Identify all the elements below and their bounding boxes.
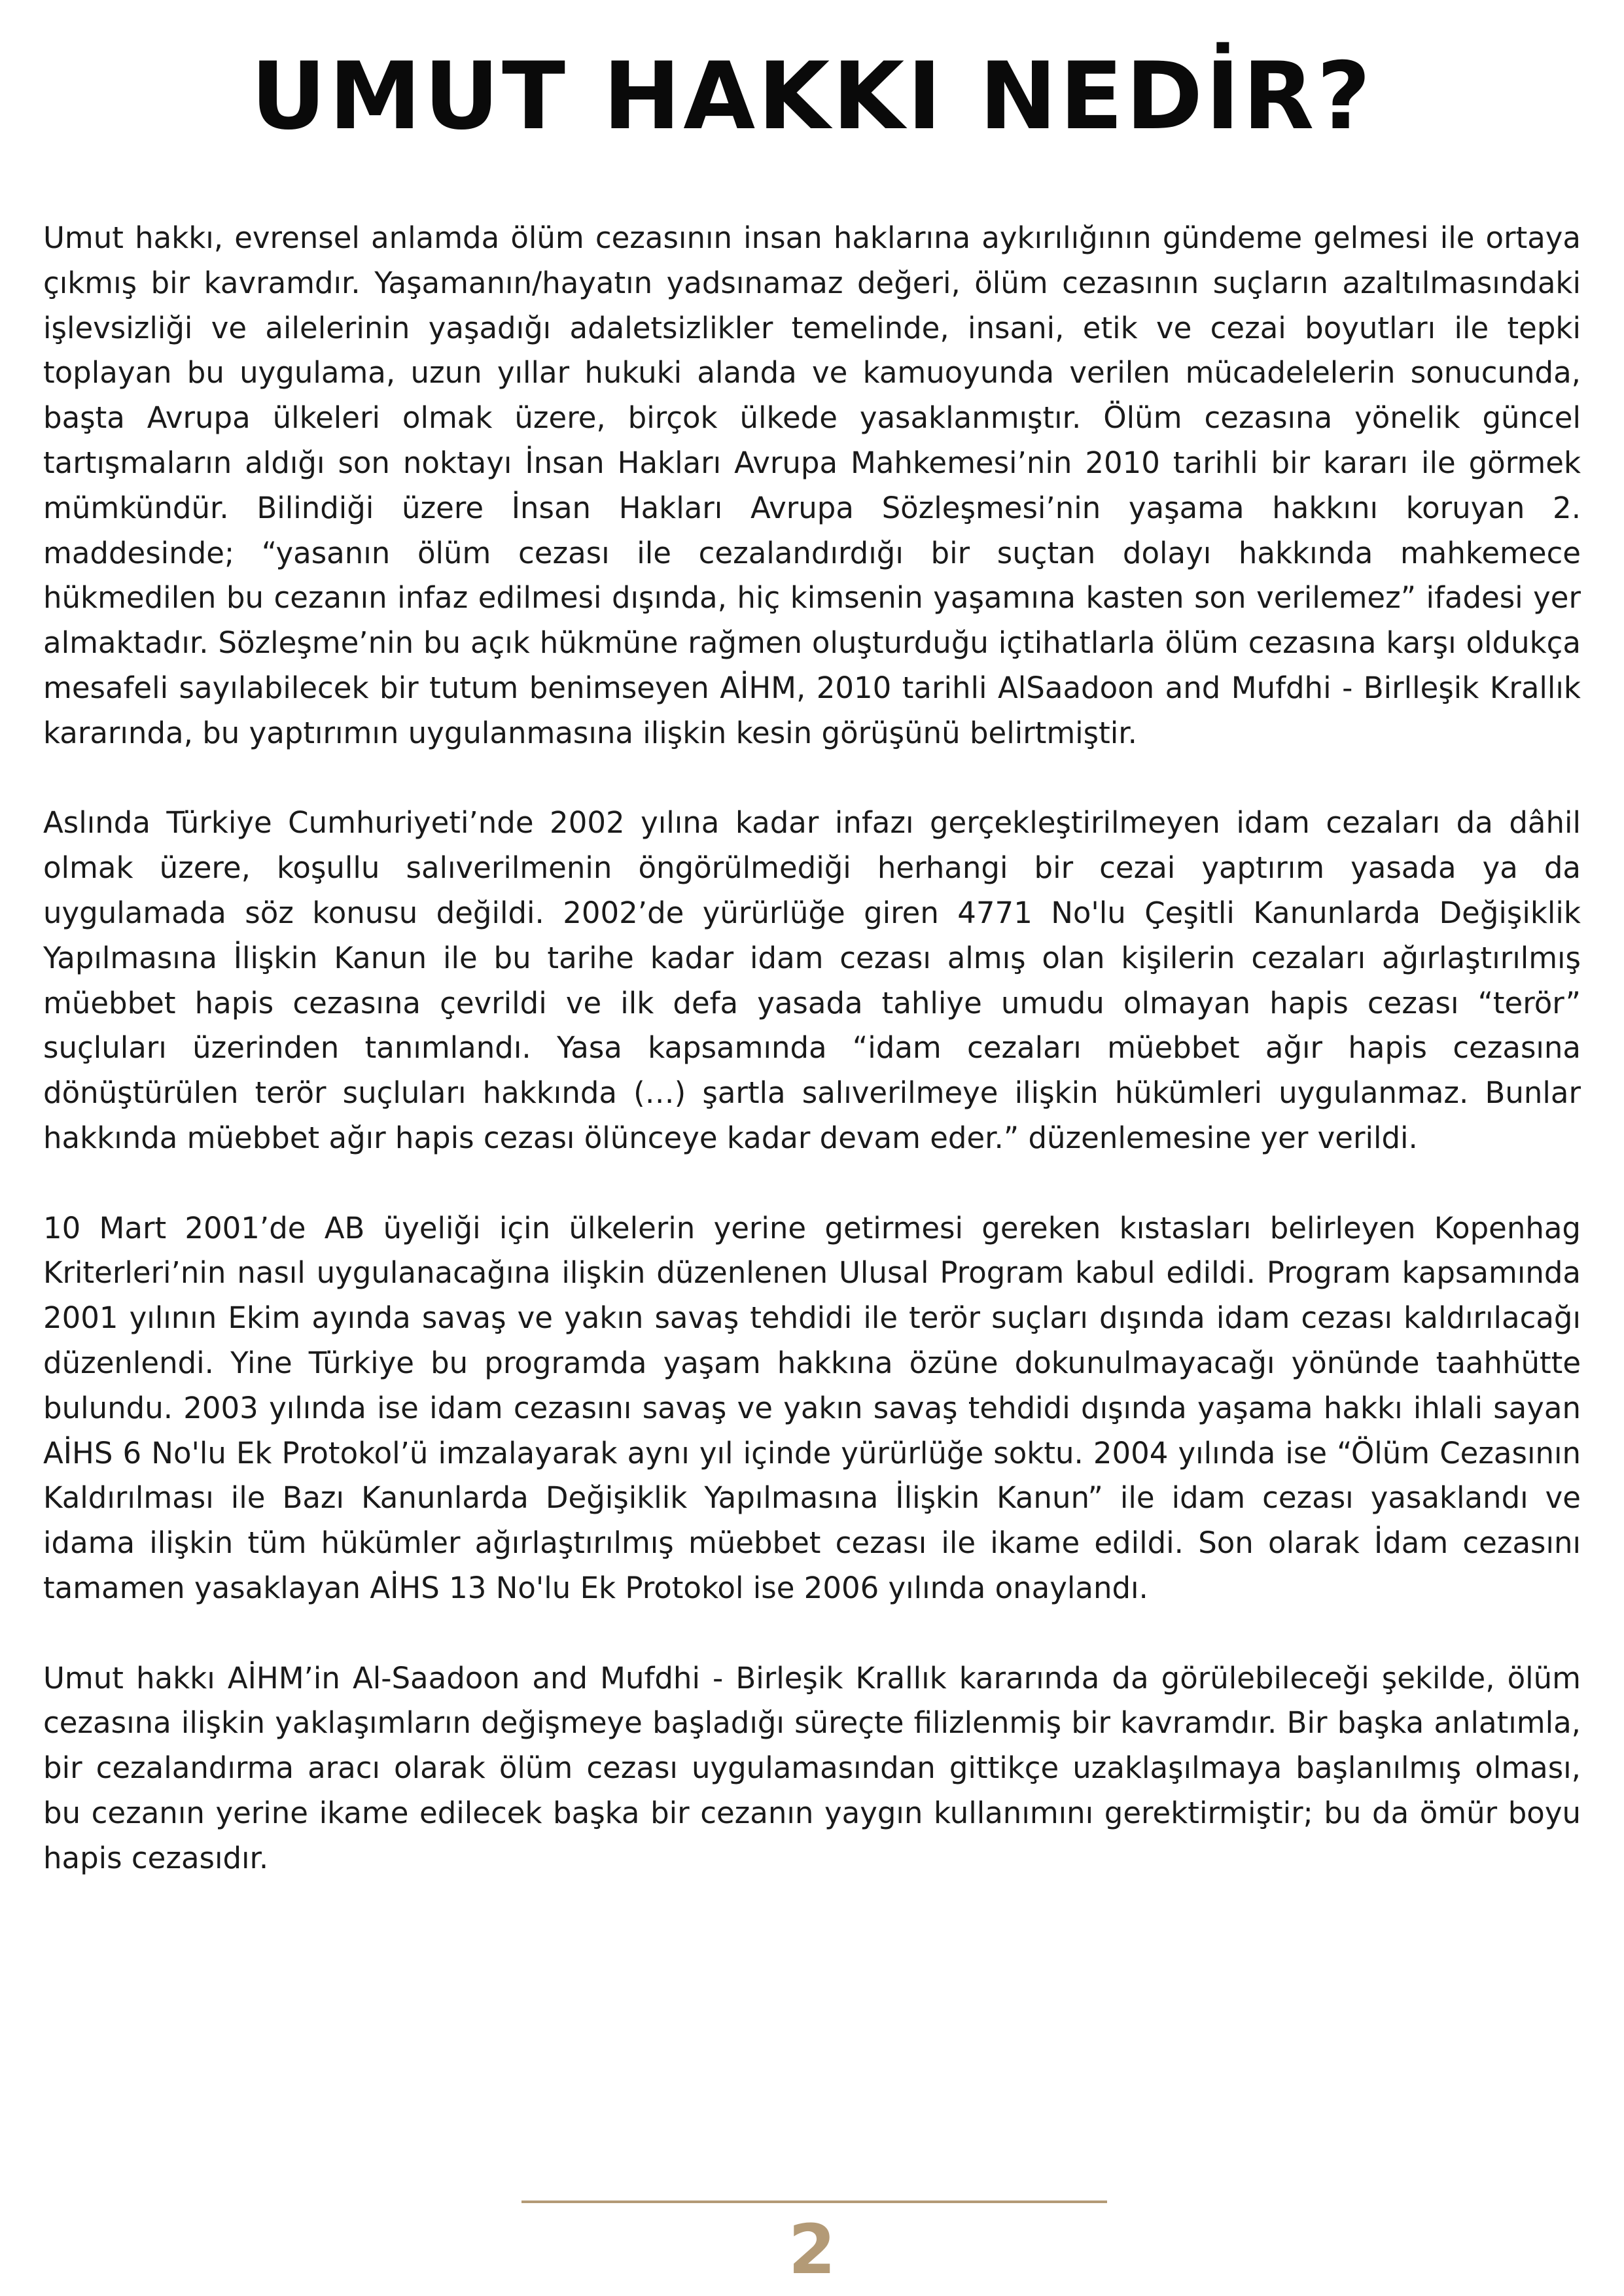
- paragraph-4: Umut hakkı AİHM’in Al-Saadoon and Mufdhi - Birleşik Krallık kararında da görülebileceği şekilde, ölüm cezasına ilişkin yaklaşımların değişmeye başladığı süreçte filizlenmiş bir kavramdır. Bir başka anlatımla, bir cezalandırma aracı olarak ölüm cezası uygulamasından gittikçe uzaklaşılmaya başlanılmış olması, bu cezanın yerine ikame edilecek başka bir cezanın yaygın kullanımını gerektirmiştir; bu da ömür boyu hapis cezasıdır.: [43, 1660, 1581, 1875]
- document-body: [43, 216, 1581, 1926]
- paragraph-3: 10 Mart 2001’de AB üyeliği için ülkelerin yerine getirmesi gereken kıstasları belirleyen Kopenhag Kriterleri’nin nasıl uygulanacağına ilişkin düzenlenen Ulusal Program kabul edildi. Program kapsamında 2001 yılının Ekim ayında savaş ve yakın savaş tehdidi ile terör suçları dışında idam cezası kaldırılacağı düzenlendi. Yine Türkiye bu programda yaşam hakkına özüne dokunulmayacağı yönünde taahhütte bulundu. 2003 yılında ise idam cezasını savaş ve yakın savaş tehdidi dışında yaşama hakkı ihlali sayan AİHS 6 No'lu Ek Protokol’ü imzalayarak aynı yıl içinde yürürlüğe soktu. 2004 yılında ise “Ölüm Cezasının Kaldırılması ile Bazı Kanunlarda Değişiklik Yapılmasına İlişkin Kanun” ile idam cezası yasaklandı ve idama ilişkin tüm hükümler ağırlaştırılmış müebbet cezası ile ikame edildi. Son olarak İdam cezasını tamamen yasaklayan AİHS 13 No'lu Ek Protokol ise 2006 yılında onaylandı.: [43, 1210, 1581, 1605]
- paragraph-1: Umut hakkı, evrensel anlamda ölüm cezasının insan haklarına aykırılığının gündeme gelmesi ile ortaya çıkmış bir kavramdır. Yaşamanın/hayatın yadsınamaz değeri, ölüm cezasının suçların azaltılmasındaki işlevsizliği ve ailelerinin yaşadığı adaletsizlikler temelinde, insani, etik ve cezai boyutları ile tepki toplayan bu uygulama, uzun yıllar hukuki alanda ve kamuoyunda verilen mücadelelerin sonucunda, başta Avrupa ülkeleri olmak üzere, birçok ülkede yasaklanmıştır. Ölüm cezasına yönelik güncel tartışmaların aldığı son noktayı İnsan Hakları Avrupa Mahkemesi’nin 2010 tarihli bir kararı ile görmek mümkündür. Bilindiği üzere İnsan Hakları Avrupa Sözleşmesi’nin yaşama hakkını koruyan 2. maddesinde; “yasanın ölüm cezası ile cezalandırdığı bir suçtan dolayı hakkında mahkemece hükmedilen bu cezanın infaz edilmesi dışında, hiç kimsenin yaşamına kasten son verilemez” ifadesi yer almaktadır. Sözleşme’nin bu açık hükmüne rağmen oluşturduğu içtihatlarla ölüm cezasına karşı oldukça mesafeli sayılabilecek bir tutum benimseyen AİHM, 2010 tarihli AlSaadoon and Mufdhi - Birlleşik Krallık kararında, bu yaptırımın uygulanmasına ilişkin kesin görüşünü belirtmiştir.: [43, 220, 1581, 750]
- page-number: 2: [788, 2210, 836, 2289]
- paragraph-2: Aslında Türkiye Cumhuriyeti’nde 2002 yılına kadar infazı gerçekleştirilmeyen idam cezaları da dâhil olmak üzere, koşullu salıverilmenin öngörülmediği herhangi bir cezai yaptırım yasada ya da uygulamada söz konusu değildi. 2002’de yürürlüğe giren 4771 No'lu Çeşitli Kanunlarda Değişiklik Yapılmasına İlişkin Kanun ile bu tarihe kadar idam cezası almış olan kişilerin cezaları ağırlaştırılmış müebbet hapis cezasına çevrildi ve ilk defa yasada tahliye umudu olmayan hapis cezası “terör” suçluları üzerinden tanımlandı. Yasa kapsamında “idam cezaları müebbet ağır hapis cezasına dönüştürülen terör suçluları hakkında (…) şartla salıverilmeye ilişkin hükümleri uygulanmaz. Bunlar hakkında müebbet ağır hapis cezası ölünceye kadar devam eder.” düzenlemesine yer verildi.: [43, 805, 1581, 1155]
- footer-divider: [521, 2200, 1107, 2203]
- page-title: UMUT HAKKI NEDİR?: [251, 43, 1373, 150]
